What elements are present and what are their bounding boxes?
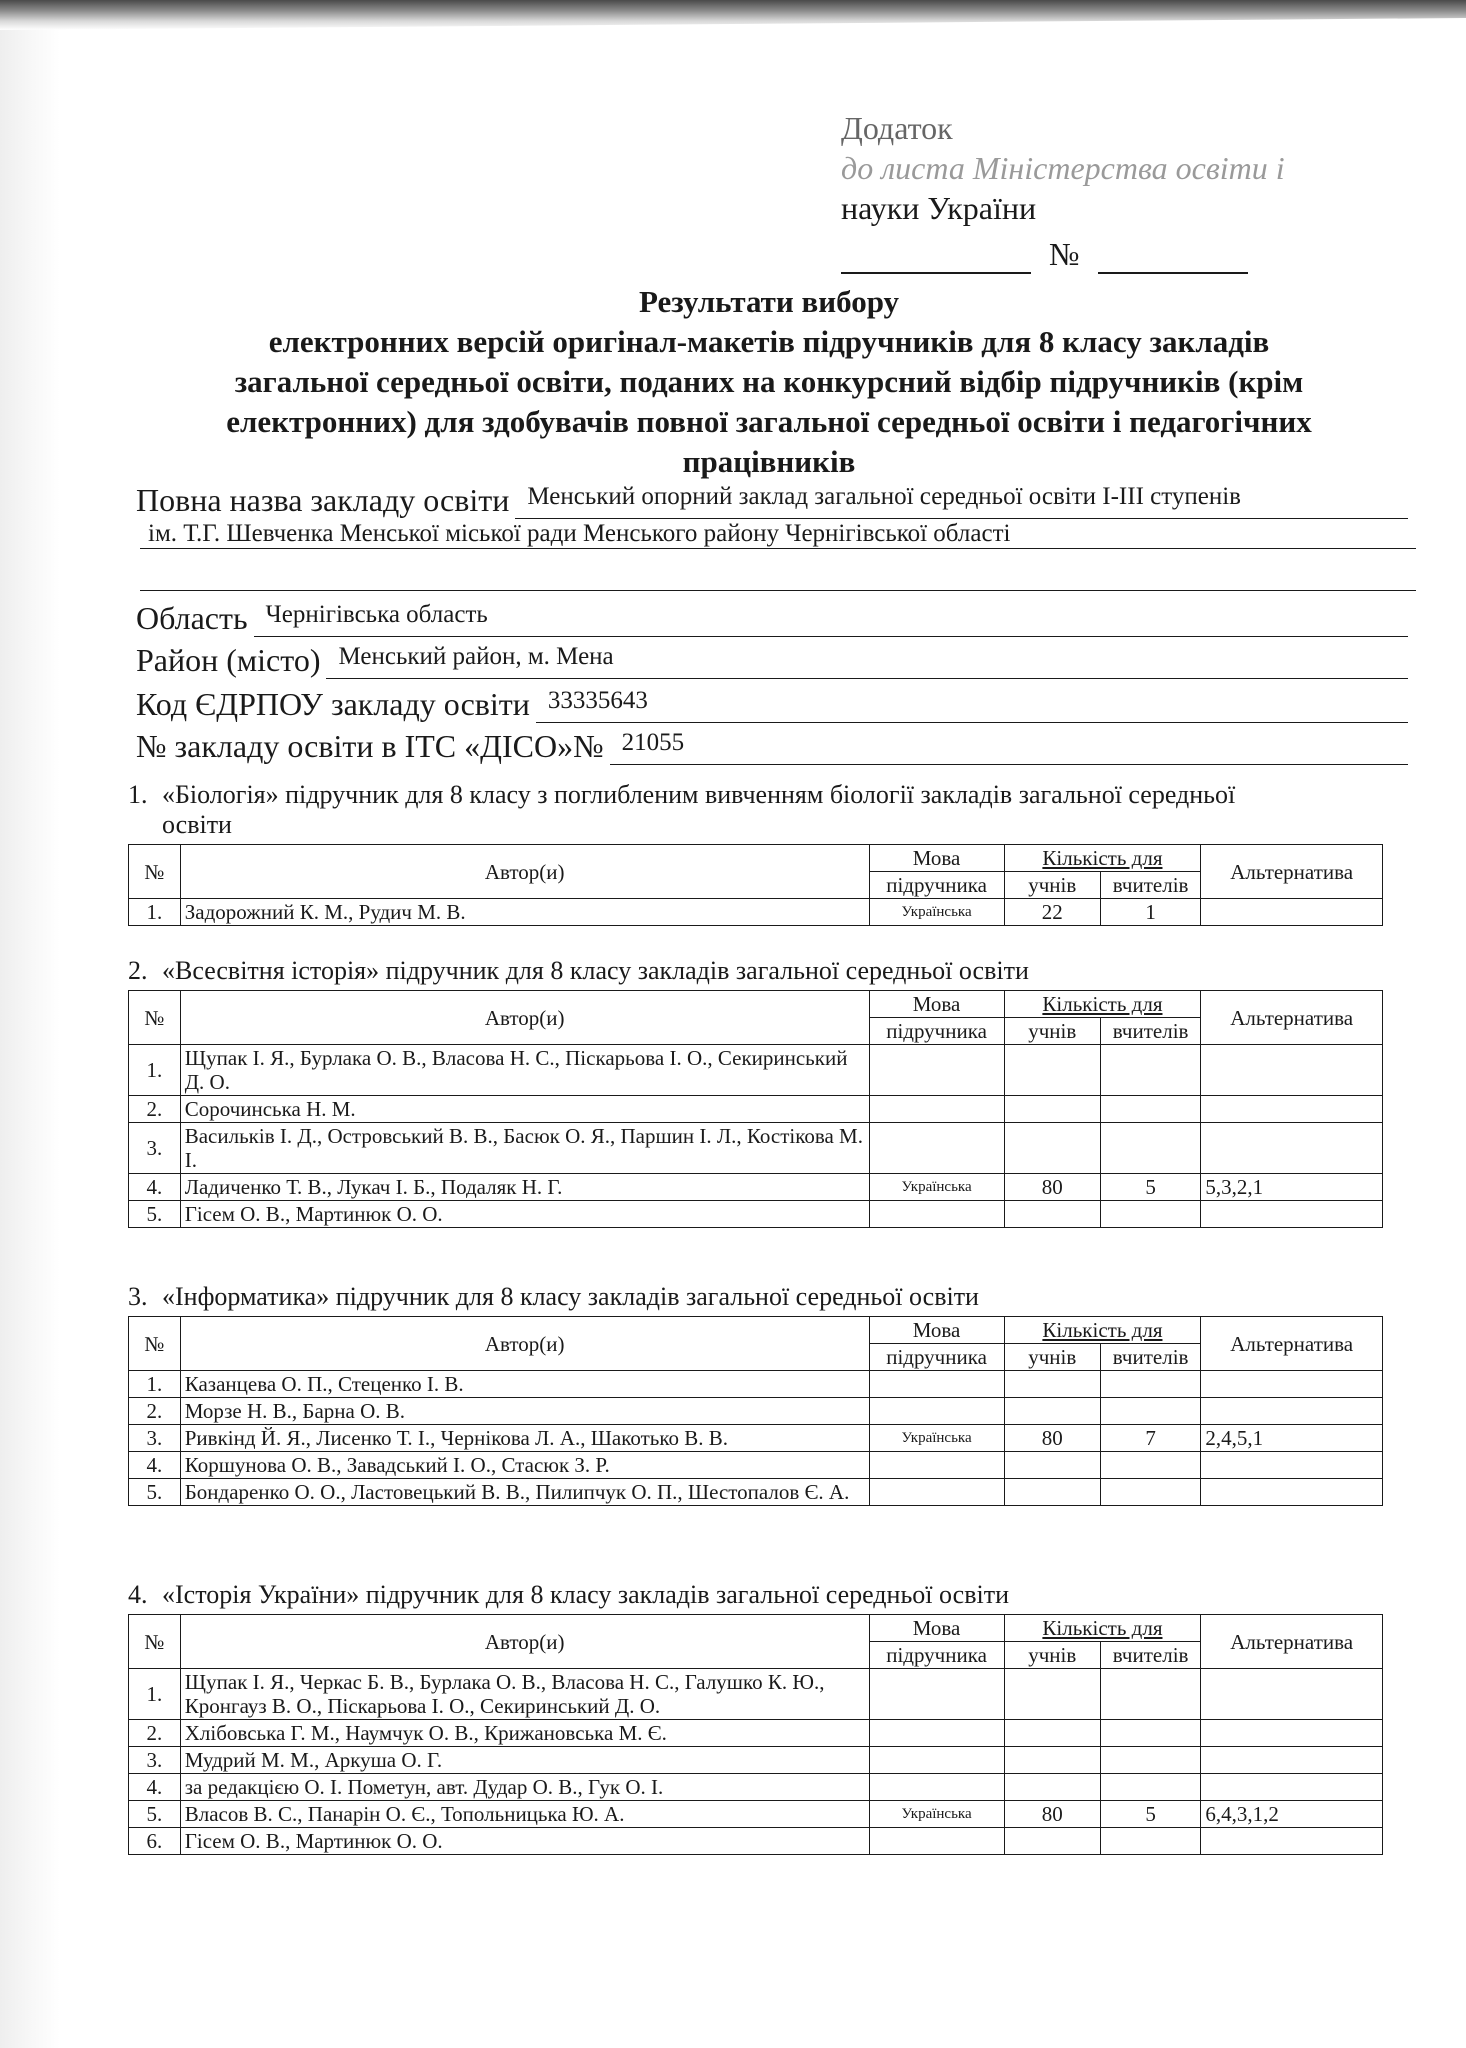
section-4-table: № Автор(и) Мова Кількість для Альтернатива підручника учнів вчителів 1. Щупак І. Я., Черкас Б. В., Бурлака О. В., Власова Н. С., Галушко К. Ю., Кронгауз В. О., Піскарьова І. О., Секиринський Д. О. 2. Хлібовська Г. М., Наумчук О. В., Крижановська М. Є. 3. Мудрий М. М., Аркуша О. Г. 4. за редакцією О. І. Пометун, авт. Дудар О. В., Гук О. І. 5. Власов В. С., Панарін О. Є., Топольницька Ю. А. Українська 80 5 6,4,3,1,2 6. Гісем О. В., Мартинюк О. О. xyxy=(128,1614,1383,1855)
title-line-4: електронних) для здобувачів повної загальної середньої освіти і педагогічних xyxy=(226,404,1312,439)
table-row: 4. Коршунова О. В., Завадський І. О., Стасюк З. Р. xyxy=(129,1452,1383,1479)
table-row: 1. Щупак І. Я., Бурлака О. В., Власова Н. С., Піскарьова І. О., Секиринський Д. О. xyxy=(129,1045,1383,1096)
edrpou-label: Код ЄДРПОУ закладу освіти xyxy=(136,686,530,722)
col-count: Кількість для xyxy=(1004,845,1201,872)
district-label: Район (місто) xyxy=(136,642,321,678)
field-disco xyxy=(136,724,1408,765)
table-row: 4. за редакцією О. І. Пометун, авт. Дудар О. В., Гук О. І. xyxy=(129,1774,1383,1801)
table-row: 1. Задорожний К. М., Рудич М. В. Українська 22 1 xyxy=(129,899,1383,926)
table-row: 2. Морзе Н. В., Барна О. В. xyxy=(129,1398,1383,1425)
full-name-value-line-2: ім. Т.Г. Шевченка Менської міської ради Менського району Чернігівської області xyxy=(140,520,1416,549)
col-num: № xyxy=(129,845,181,899)
full-name-value: Менський опорний заклад загальної середньої освіти І-ІІІ ступенів xyxy=(515,478,1408,519)
region-value: Чернігівська область xyxy=(254,596,1408,637)
table-row: 1. Казанцева О. П., Стеценко І. В. xyxy=(129,1371,1383,1398)
field-edrpou xyxy=(136,682,1408,723)
section-3-table: № Автор(и) Мова Кількість для Альтернатива підручника учнів вчителів 1. Казанцева О. П., Стеценко І. В. 2. Морзе Н. В., Барна О. В. 3. Ривкінд Й. Я., Лисенко Т. І., Чернікова Л. А., Шакотько В. В. Українська 80 7 2,4,5,1 4. Коршунова О. В., Завадський І. О., Стасюк З. Р. 5. Бондаренко О. О., Ластовецький В. В., Пилипчук О. П., Шестопалов Є. А. xyxy=(128,1316,1383,1506)
table-row: 5. Гісем О. В., Мартинюк О. О. xyxy=(129,1201,1383,1228)
col-lang-1: Мова xyxy=(869,845,1004,872)
full-name-label: Повна назва закладу освіти xyxy=(136,482,510,518)
title-line-5: працівників xyxy=(682,444,856,479)
section-2-table: № Автор(и) Мова Кількість для Альтернатива підручника учнів вчителів 1. Щупак І. Я., Бурлака О. В., Власова Н. С., Піскарьова І. О., Секиринський Д. О. 2. Сорочинська Н. М. 3. Васильків І. Д., Островський В. В., Басюк О. Я., Паршин І. Л., Костікова М. І. 4. Ладиченко Т. В., Лукач І. Б., Подаляк Н. Г. Українська 80 5 5,3,2,1 5. Гісем О. В., Мартинюк О. О. xyxy=(128,990,1383,1228)
annex-line-3: науки України xyxy=(841,190,1037,226)
section-2-title: 2. «Всесвітня історія» підручник для 8 класу закладів загальної середньої освіти xyxy=(128,956,1029,985)
annex-date-blank xyxy=(841,242,1031,274)
region-label: Область xyxy=(136,600,248,636)
full-name-blank-line xyxy=(140,560,1416,591)
document-title xyxy=(128,282,1410,482)
annex-number-sign: № xyxy=(1049,236,1080,272)
annex-number-blank xyxy=(1098,242,1248,274)
annex-number-line xyxy=(841,234,1361,274)
col-students: учнів xyxy=(1004,872,1100,899)
section-2 xyxy=(128,956,1410,1228)
edrpou-value: 33335643 xyxy=(536,682,1408,723)
disco-value: 21055 xyxy=(610,724,1408,765)
section-4 xyxy=(128,1580,1410,1855)
table-row: 1. Щупак І. Я., Черкас Б. В., Бурлака О. В., Власова Н. С., Галушко К. Ю., Кронгауз В. О., Піскарьова І. О., Секиринський Д. О. xyxy=(129,1669,1383,1720)
table-row: 5. Власов В. С., Панарін О. Є., Топольницька Ю. А. Українська 80 5 6,4,3,1,2 xyxy=(129,1801,1383,1828)
col-lang-2: підручника xyxy=(869,872,1004,899)
col-teachers: вчителів xyxy=(1100,872,1200,899)
table-row: 3. Васильків І. Д., Островський В. В., Басюк О. Я., Паршин І. Л., Костікова М. І. xyxy=(129,1123,1383,1174)
title-line-1: Результати вибору xyxy=(638,284,900,319)
document-page xyxy=(128,0,1410,2048)
section-1 xyxy=(128,780,1410,926)
table-row: 5. Бондаренко О. О., Ластовецький В. В., Пилипчук О. П., Шестопалов Є. А. xyxy=(129,1479,1383,1506)
table-row: 2. Хлібовська Г. М., Наумчук О. В., Крижановська М. Є. xyxy=(129,1720,1383,1747)
section-3 xyxy=(128,1282,1410,1506)
table-row: 4. Ладиченко Т. В., Лукач І. Б., Подаляк Н. Г. Українська 80 5 5,3,2,1 xyxy=(129,1174,1383,1201)
title-line-3: загальної середньої освіти, поданих на конкурсний відбір підручників (крім xyxy=(234,364,1304,399)
section-4-title: 4. «Історія України» підручник для 8 класу закладів загальної середньої освіти xyxy=(128,1580,1009,1609)
section-3-title: 3. «Інформатика» підручник для 8 класу закладів загальної середньої освіти xyxy=(128,1282,979,1311)
field-district xyxy=(136,638,1408,679)
col-alt: Альтернатива xyxy=(1201,845,1383,899)
district-value: Менський район, м. Мена xyxy=(326,638,1408,679)
col-author: Автор(и) xyxy=(180,845,869,899)
field-full-name xyxy=(136,478,1408,519)
section-1-title: 1. «Біологія» підручник для 8 класу з поглибленим вивченням біології закладів загальної середньої освіти xyxy=(128,780,1236,839)
table-row: 3. Мудрий М. М., Аркуша О. Г. xyxy=(129,1747,1383,1774)
table-row: 3. Ривкінд Й. Я., Лисенко Т. І., Чернікова Л. А., Шакотько В. В. Українська 80 7 2,4,5,1 xyxy=(129,1425,1383,1452)
table-row: 6. Гісем О. В., Мартинюк О. О. xyxy=(129,1828,1383,1855)
field-region xyxy=(136,596,1408,637)
scan-shadow-left xyxy=(0,0,60,2048)
annex-line-1: Додаток xyxy=(841,110,953,146)
table-row: 2. Сорочинська Н. М. xyxy=(129,1096,1383,1123)
annex-line-2: до листа Міністерства освіти і xyxy=(841,150,1285,186)
disco-label: № закладу освіти в ІТС «ДІСО»№ xyxy=(136,728,604,764)
title-line-2: електронних версій оригінал-макетів підручників для 8 класу закладів xyxy=(268,324,1270,359)
section-1-table xyxy=(128,844,1383,926)
annex-header xyxy=(841,108,1361,274)
